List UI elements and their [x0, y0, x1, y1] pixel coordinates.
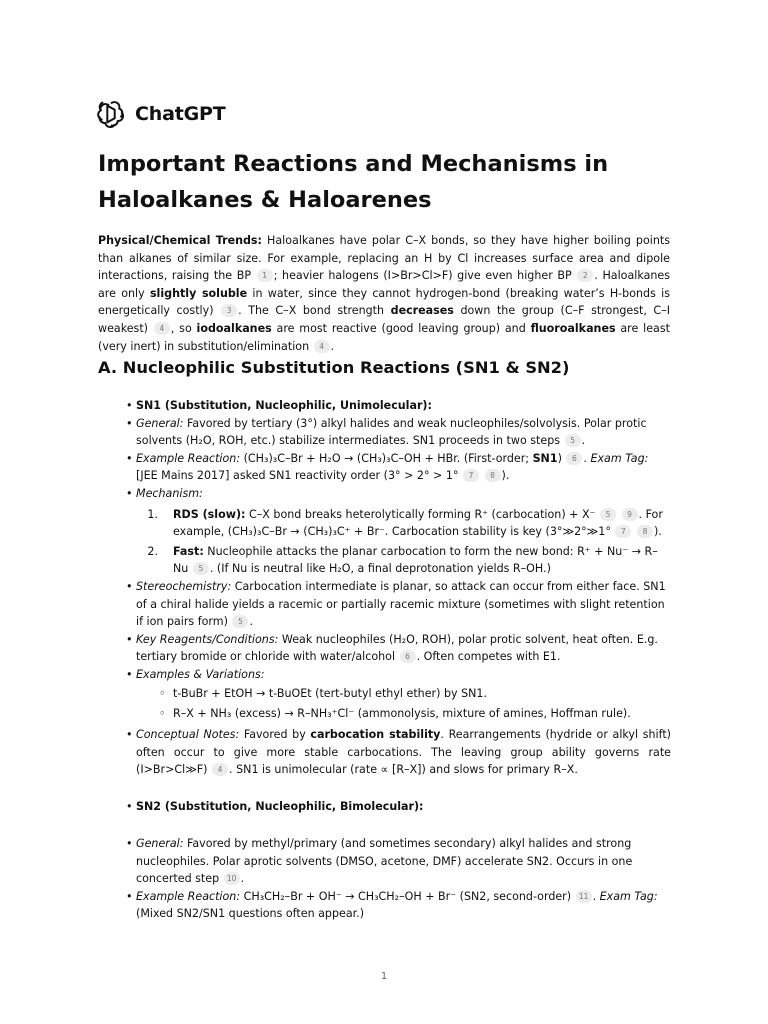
intro-paragraph: [98, 232, 670, 355]
citation-badge[interactable]: 4: [314, 340, 330, 353]
item-text: ).: [501, 469, 510, 483]
step-bold: RDS (slow):: [173, 507, 246, 521]
citation-badge[interactable]: 4: [212, 763, 228, 776]
item-label: Mechanism:: [136, 486, 203, 500]
citation-badge[interactable]: 1: [257, 269, 273, 282]
section-a-heading: A. Nucleophilic Substitution Reactions (SN1 & SN2): [98, 358, 570, 377]
list-item: • Example Reaction: (CH₃)₃C–Br + H₂O → (CH₃)₃C–OH + HBr. (First-order; SN1) 6 . Exam Tag: [JEE Mains 2017] asked SN1 reactivity order (3° > 2° > 1° 7 8 ).: [126, 450, 671, 485]
page-title: Important Reactions and Mechanisms in Haloalkanes & Haloarenes: [98, 151, 609, 213]
citation-badge[interactable]: 5: [232, 615, 248, 628]
list-item: [126, 666, 671, 684]
item-label: Stereochemistry:: [136, 579, 232, 593]
list-item: • General: Favored by tertiary (3°) alkyl halides and weak nucleophiles/solvolysis. Polar protic solvents (H₂O, ROH, etc.) stabilize intermediates. SN1 proceeds in two steps 5 .: [126, 415, 671, 450]
item-text: R–X + NH₃ (excess) → R–NH₃⁺Cl⁻ (ammonolysis, mixture of amines, Hoffman rule).: [173, 707, 631, 721]
item-label: General:: [136, 837, 184, 850]
list-item: [126, 485, 671, 503]
item-text: CH₃CH₂–Br + OH⁻ → CH₃CH₂–OH + Br⁻ (SN2, second-order): [240, 889, 575, 903]
citation-badge[interactable]: 2: [577, 269, 593, 282]
sn2-heading-block: [126, 798, 671, 816]
intro-bold: iodoalkanes: [196, 321, 272, 335]
intro-text: , so: [170, 321, 197, 335]
intro-text: ; heavier halogens (I>Br>Cl>F) give even higher BP: [273, 269, 577, 283]
intro-text: down the group (C–F strongest, C–I weakest): [98, 304, 671, 335]
intro-text: Haloalkanes have polar C–X bonds, so they have higher boiling points than alkanes of similar size. For example, replacing an H by Cl increases surface area and dipole interactions, raising the BP: [98, 234, 670, 283]
item-text: Favored by methyl/primary (and sometimes secondary) alkyl halides and strong nucleophiles. Polar aprotic solvents (DMSO, acetone, DMF) accelerate SN2. Occurs in one concerted step: [136, 837, 633, 886]
intro-bold: fluoroalkanes: [530, 321, 616, 335]
sn1-notes: [126, 726, 671, 779]
list-item: • Example Reaction: CH₃CH₂–Br + OH⁻ → CH₃CH₂–OH + Br⁻ (SN2, second-order) 11 . Exam Tag: (Mixed SN2/SN1 questions often appear.): [126, 888, 671, 923]
step-bold: Fast:: [173, 544, 204, 558]
sn1-heading: SN1 (Substitution, Nucleophilic, Unimolecular):: [136, 399, 432, 412]
item-text: ).: [653, 525, 662, 539]
item-text: (Mixed SN2/SN1 questions often appear.): [136, 907, 365, 921]
citation-badge[interactable]: 8: [637, 525, 653, 538]
sn2-section: [126, 835, 671, 923]
list-item: [126, 798, 671, 816]
citation-badge[interactable]: 6: [566, 452, 582, 465]
citation-badge[interactable]: 11: [576, 890, 592, 903]
item-text: Favored by tertiary (3°) alkyl halides and weak nucleophiles/solvolysis. Polar protic solvents (H₂O, ROH, etc.) stabilize intermediates. SN1 proceeds in two steps: [136, 416, 647, 448]
item-bold: SN1: [532, 451, 558, 465]
list-item: • Stereochemistry: Carbocation intermediate is planar, so attack can occur from either face. SN1 of a chiral halide yields a racemic or partially racemic mixture (sometimes with slight retention if ion pairs form) 5 .: [126, 578, 671, 631]
item-bold: carbocation stability: [310, 728, 441, 741]
item-label: Example Reaction:: [136, 451, 241, 465]
item-text: . Rearrangements (hydride or alkyl shift) often occur to give more stable carbocations. The leaving group ability governs rate (I>Br>Cl≫F): [136, 728, 671, 777]
mechanism-step: [126, 506, 671, 541]
openai-logo-icon: [97, 100, 125, 128]
item-label: Key Reagents/Conditions:: [136, 632, 279, 646]
citation-badge[interactable]: 3: [221, 304, 237, 317]
list-item: • General: Favored by methyl/primary (and sometimes secondary) alkyl halides and strong nucleophiles. Polar aprotic solvents (DMSO, acetone, DMF) accelerate SN2. Occurs in one concerted step 10 .: [126, 835, 671, 888]
exam-tag-label: Exam Tag:: [590, 451, 649, 465]
item-label: Examples & Variations:: [136, 667, 265, 681]
list-item: [126, 726, 671, 779]
intro-text: in water, since they cannot hydrogen-bond (breaking water’s H-bonds is energetically costly): [98, 286, 670, 318]
item-label: General:: [136, 416, 184, 430]
item-text: . Often competes with E1.: [416, 650, 561, 664]
page-number: 1: [380, 971, 388, 982]
exam-tag-label: Exam Tag:: [599, 889, 658, 903]
example-item: [126, 685, 671, 703]
citation-badge[interactable]: 5: [565, 434, 581, 447]
brand-name: ChatGPT: [135, 103, 226, 125]
item-text: C–X bond breaks heterolytically forming R⁺ (carbocation) + X⁻: [245, 507, 599, 521]
citation-badge[interactable]: 5: [600, 508, 616, 521]
list-item: [126, 631, 671, 666]
mechanism-step: [126, 543, 671, 578]
item-label: Conceptual Notes:: [136, 728, 240, 741]
citation-badge[interactable]: 10: [224, 872, 240, 885]
sn1-section: [126, 397, 671, 723]
intro-bold: decreases: [390, 304, 454, 318]
list-item: [126, 397, 671, 415]
citation-badge[interactable]: 8: [485, 469, 501, 482]
item-text: [JEE Mains 2017] asked SN1 reactivity order (3° > 2° > 1°: [136, 469, 462, 483]
sn2-heading: SN2 (Substitution, Nucleophilic, Bimolecular):: [136, 800, 424, 813]
item-label: Example Reaction:: [136, 889, 241, 903]
item-text: . For example, (CH₃)₃C–Br → (CH₃)₃C⁺ + Br⁻. Carbocation stability is key (3°≫2°≫1°: [173, 507, 663, 539]
citation-badge[interactable]: 9: [622, 508, 638, 521]
item-text: (CH₃)₃C–Br + H₂O → (CH₃)₃C–OH + HBr. (First-order;: [240, 451, 533, 465]
intro-text: .: [330, 339, 335, 353]
step-number: 2.: [147, 544, 158, 558]
citation-badge[interactable]: 7: [463, 469, 479, 482]
item-text: t-BuBr + EtOH → t-BuOEt (tert-butyl ethyl ether) by SN1.: [173, 686, 488, 700]
item-text: Carbocation intermediate is planar, so attack can occur from either face. SN1 of a chiral halide yields a racemic or partially racemic mixture (sometimes with slight retention if ion pairs form): [136, 579, 666, 629]
citation-badge[interactable]: 7: [615, 525, 631, 538]
item-text: Favored by: [239, 728, 311, 741]
item-text: Nucleophile attacks the planar carbocation to form the new bond: R⁺ + Nu⁻ → R–Nu: [173, 544, 658, 576]
item-text: . SN1 is unimolecular (rate ∝ [R–X]) and slows for primary R–X.: [229, 763, 578, 777]
intro-text: . Haloalkanes are only: [98, 269, 671, 300]
intro-text: are most reactive (good leaving group) and: [271, 321, 531, 335]
item-text: ): [557, 451, 566, 465]
example-item: [126, 705, 671, 723]
item-text: Weak nucleophiles (H₂O, ROH), polar protic solvent, heat often. E.g. tertiary bromide or chloride with water/alcohol: [136, 632, 658, 664]
step-number: 1.: [147, 507, 158, 521]
brand-logo: [97, 100, 225, 128]
intro-text: . The C–X bond strength: [238, 304, 391, 318]
citation-badge[interactable]: 4: [154, 322, 170, 335]
citation-badge[interactable]: 6: [400, 650, 416, 663]
citation-badge[interactable]: 5: [193, 562, 209, 575]
intro-bold: slightly soluble: [149, 286, 248, 300]
item-text: . (If Nu is neutral like H₂O, a final deprotonation yields R–OH.): [209, 562, 551, 576]
intro-text: are least (very inert) in substitution/elimination: [98, 321, 670, 353]
intro-label: Physical/Chemical Trends:: [98, 234, 262, 247]
